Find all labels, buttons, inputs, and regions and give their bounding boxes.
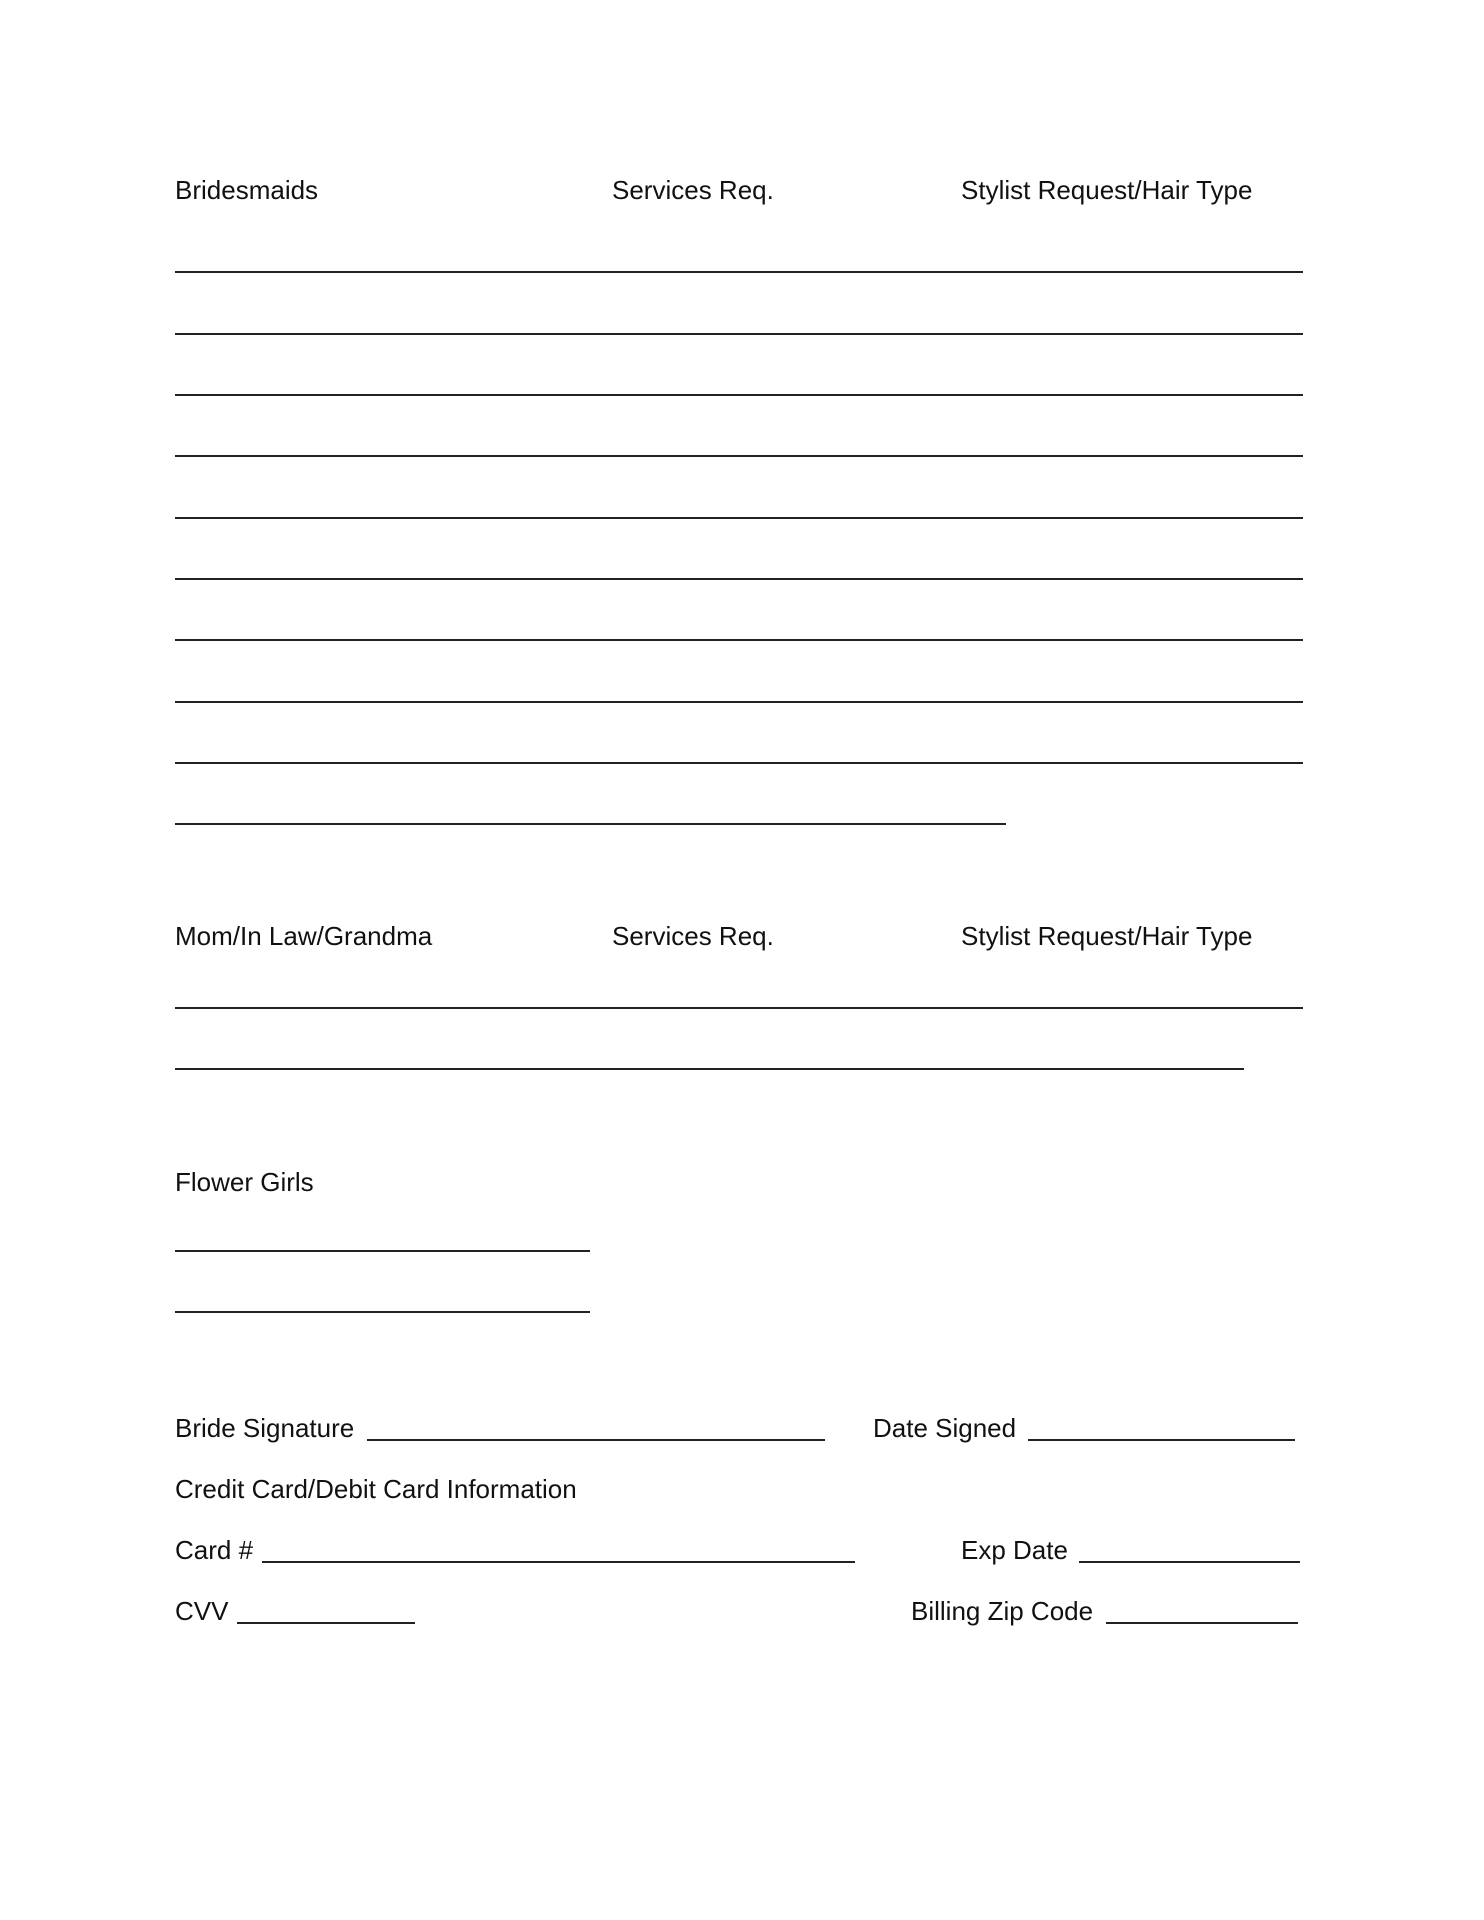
flower-girl-blank-line-2[interactable] <box>175 1311 590 1313</box>
flower-girl-blank-line-1[interactable] <box>175 1250 590 1252</box>
billing-zip-field[interactable] <box>1106 1622 1298 1624</box>
cvv-label: CVV <box>175 1596 229 1626</box>
bridesmaids-heading: Bridesmaids <box>175 175 319 205</box>
bride-signature-label: Bride Signature <box>175 1413 355 1443</box>
bridesmaid-blank-line-9[interactable] <box>175 762 1303 764</box>
bridesmaid-blank-line-10[interactable] <box>175 823 1006 825</box>
bridesmaid-blank-line-4[interactable] <box>175 455 1303 457</box>
bridesmaid-blank-line-6[interactable] <box>175 578 1303 580</box>
bridesmaid-blank-line-5[interactable] <box>175 517 1303 519</box>
bridesmaid-blank-line-2[interactable] <box>175 333 1303 335</box>
flower-girls-heading: Flower Girls <box>175 1167 314 1197</box>
date-signed-field[interactable] <box>1028 1439 1295 1441</box>
bridesmaid-blank-line-8[interactable] <box>175 701 1303 703</box>
services-req-heading: Services Req. <box>612 175 774 205</box>
bride-signature-field[interactable] <box>367 1439 825 1441</box>
bridesmaid-blank-line-3[interactable] <box>175 394 1303 396</box>
card-number-field[interactable] <box>262 1561 855 1563</box>
stylist-request-heading: Stylist Request/Hair Type <box>961 175 1253 205</box>
services-req-heading: Services Req. <box>612 921 774 951</box>
card-number-label: Card # <box>175 1535 254 1565</box>
bridesmaid-blank-line-1[interactable] <box>175 271 1303 273</box>
family-blank-line-1[interactable] <box>175 1007 1303 1009</box>
stylist-request-heading: Stylist Request/Hair Type <box>961 921 1253 951</box>
bridesmaid-blank-line-7[interactable] <box>175 639 1303 641</box>
exp-date-field[interactable] <box>1079 1561 1300 1563</box>
cvv-field[interactable] <box>237 1622 415 1624</box>
mom-inlaw-grandma-heading: Mom/In Law/Grandma <box>175 921 433 951</box>
payment-heading: Credit Card/Debit Card Information <box>175 1474 577 1504</box>
date-signed-label: Date Signed <box>873 1413 1017 1443</box>
billing-zip-label: Billing Zip Code <box>911 1596 1094 1626</box>
exp-date-label: Exp Date <box>961 1535 1068 1565</box>
family-blank-line-2[interactable] <box>175 1068 1244 1070</box>
